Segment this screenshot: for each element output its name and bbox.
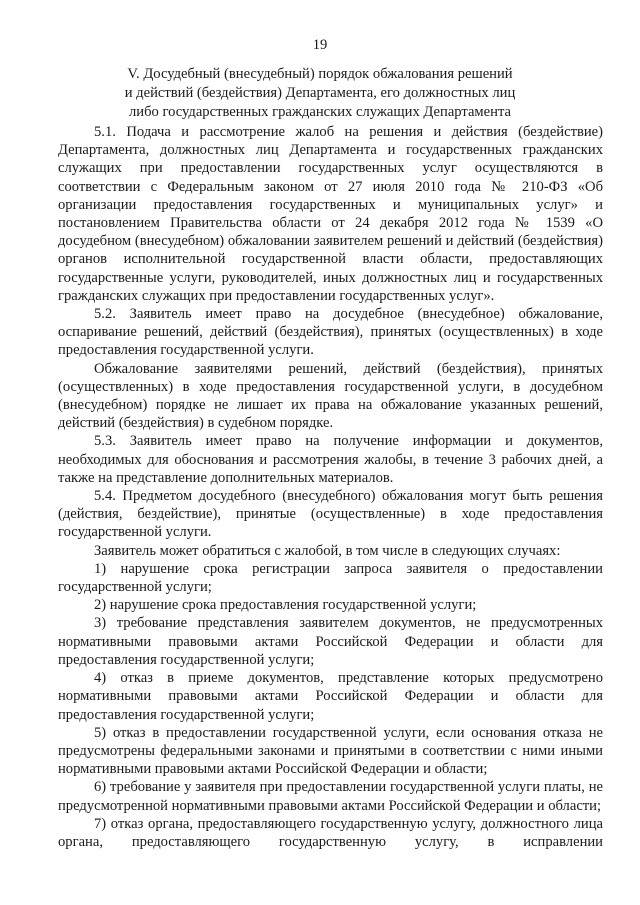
section-heading — [80, 65, 560, 122]
paragraph-cases-intro: Заявитель может обратиться с жалобой, в том числе в следующих случаях: — [94, 542, 561, 559]
paragraph-5-4: 5.4. Предметом досудебного (внесудебного) обжалования могут быть решения (действия, бездействие), принятые (осуществленные) в ходе предоставления государственной услуги. — [58, 488, 603, 541]
list-item-6: 6) требование у заявителя при предоставлении государственной услуги платы, не предусмотренной нормативными правовыми актами Российской Федерации и области; — [58, 779, 603, 814]
page-number: 19 — [312, 37, 328, 53]
paragraph-5-3: 5.3. Заявитель имеет право на получение информации и документов, необходимых для обоснования и рассмотрения жалобы, в течение 3 рабочих дней, а также на представление дополнительных материалов. — [58, 433, 603, 486]
list-item-2: 2) нарушение срока предоставления государственной услуги; — [94, 597, 477, 614]
heading-line: V. Досудебный (внесудебный) порядок обжалования решений — [127, 66, 513, 82]
list-item-1: 1) нарушение срока регистрации запроса заявителя о предоставлении государственной услуги; — [58, 560, 603, 596]
list-item-7: 7) отказ органа, предоставляющего государственную услугу, должностного лица органа, предоставляющего государственную услугу, в исправлении — [58, 815, 603, 850]
heading-line: либо государственных гражданских служащих Департамента — [128, 104, 511, 120]
list-item-5: 5) отказ в предоставлении государственной услуги, если основания отказа не предусмотрены федеральными законами и принятыми в соответствии с ними иными нормативными правовыми актами Российской Федерации и области; — [58, 724, 603, 778]
paragraph-5-2: 5.2. Заявитель имеет право на досудебное (внесудебное) обжалование, оспаривание решений, действий (бездействия), принятых (осуществленных) в ходе предоставления государственной услуги. — [58, 306, 603, 359]
list-item-3: 3) требование представления заявителем документов, не предусмотренных нормативными правовыми актами Российской Федерации и области для предоставления государственной услуги; — [58, 615, 603, 668]
heading-line: и действий (бездействия) Департамента, его должностных лиц — [124, 85, 516, 101]
document-body — [58, 123, 603, 851]
paragraph-5-1: 5.1. Подача и рассмотрение жалоб на решения и действия (бездействие) Департамента, должностных лиц Департамента и государственных гражданских служащих при предоставлении государственных услуг осуществляются в соответствии с Федеральным законом от 27 июля 2010 года № 210-ФЗ «Об организации предоставления государственных и муниципальных услуг» и постановлением Правительства области от 24 декабря 2012 года № 1539 «О досудебном (внесудебном) обжаловании заявителем решений и действий (бездействия) органов исполнительной государственной власти области, предоставляющих государственные услуги, руководителей, иных должностных лиц и государственных гражданских служащих при предоставлении государственных услуг». — [58, 124, 603, 304]
paragraph-appeal-rights: Обжалование заявителями решений, действий (бездействия), принятых (осуществленных) в ходе предоставления государственной услуги, в досудебном (внесудебном) порядке не лишает их права на обжалование указанных решений, действий (бездействия) в судебном порядке. — [58, 360, 603, 432]
list-item-4: 4) отказ в приеме документов, представление которых предусмотрено нормативными правовыми актами Российской Федерации и области для предоставления государственной услуги; — [58, 670, 603, 723]
